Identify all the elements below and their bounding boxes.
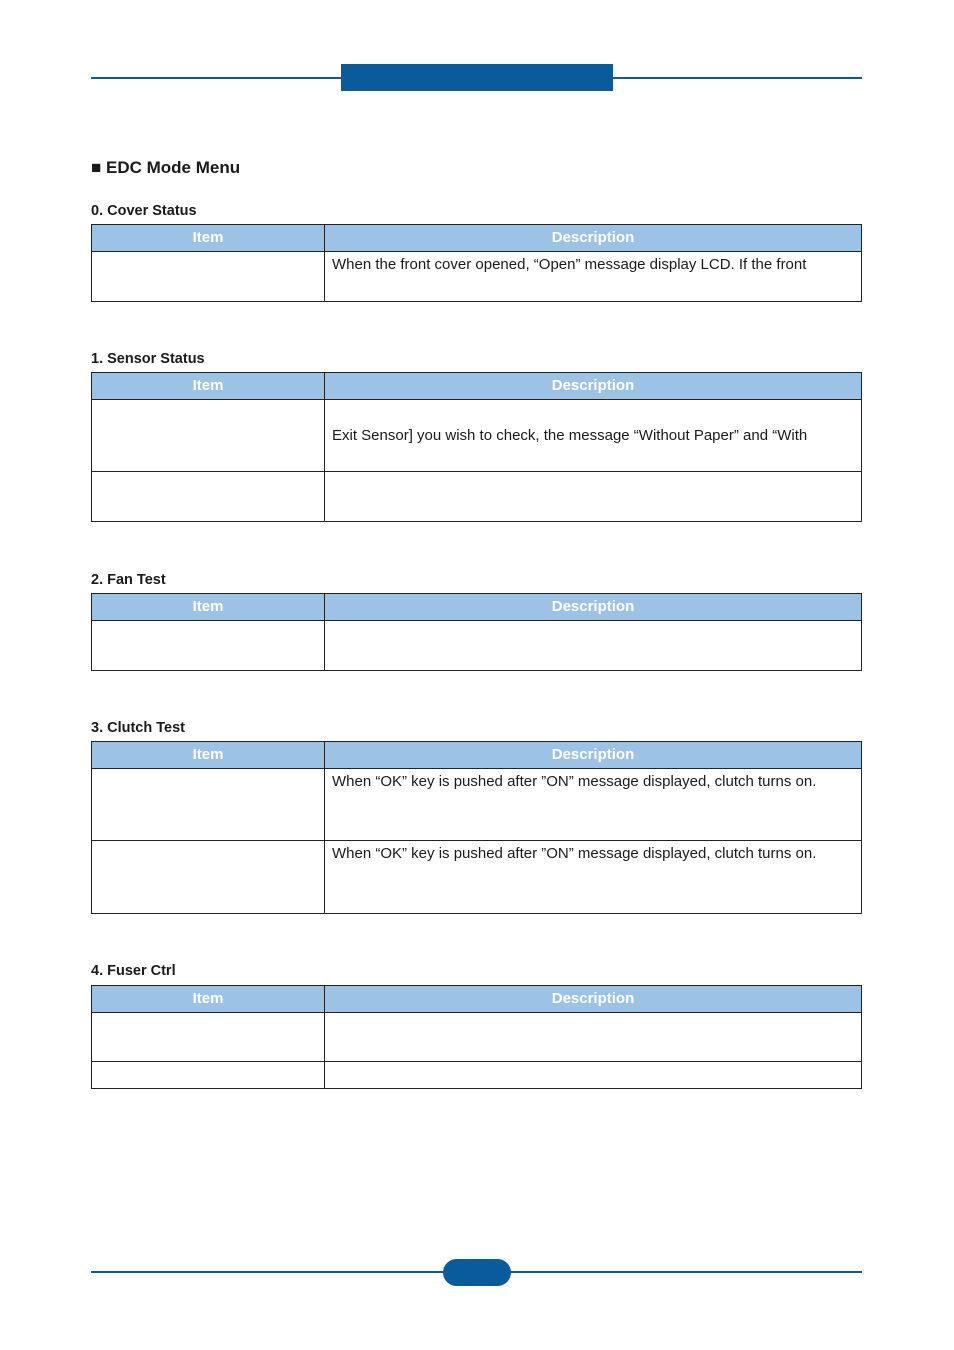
column-header-description: Description <box>325 594 862 621</box>
description-text <box>325 472 861 476</box>
item-cell <box>92 769 325 841</box>
column-header-description: Description <box>325 373 862 400</box>
description-text: Exit Sensor] you wish to check, the message “Without Paper” and “With <box>332 426 808 444</box>
description-text: When “OK” key is pushed after ”ON” message displayed, clutch turns on. <box>332 773 817 790</box>
section-title-fuser-ctrl: 4. Fuser Ctrl <box>91 963 176 979</box>
description-text <box>325 621 861 625</box>
item-text <box>92 769 324 773</box>
cover-status-table <box>91 224 862 302</box>
header-title-bar <box>341 64 613 91</box>
table-header-row <box>92 373 862 400</box>
column-header-description: Description <box>325 742 862 769</box>
description-cell <box>325 841 862 914</box>
table-row <box>92 400 862 472</box>
column-header-description: Description <box>325 986 862 1013</box>
description-text <box>325 1062 861 1066</box>
description-cell <box>325 400 862 472</box>
table-header-row <box>92 225 862 252</box>
table-row <box>92 252 862 302</box>
title-text: EDC Mode Menu <box>106 158 241 177</box>
page-title <box>91 158 240 178</box>
footer-rule-left <box>91 1271 443 1273</box>
section-title-clutch-test: 3. Clutch Test <box>91 720 185 736</box>
column-header-item: Item <box>92 986 325 1013</box>
item-cell <box>92 252 325 302</box>
description-text: When “OK” key is pushed after ”ON” message displayed, clutch turns on. <box>332 845 817 862</box>
column-header-item: Item <box>92 742 325 769</box>
title-bullet: ■ <box>91 158 106 177</box>
table-header-row <box>92 986 862 1013</box>
description-cell <box>325 621 862 671</box>
description-cell <box>325 472 862 522</box>
table-row <box>92 769 862 841</box>
description-cell <box>325 769 862 841</box>
section-title-fan-test: 2. Fan Test <box>91 572 166 588</box>
table-row <box>92 1013 862 1062</box>
description-cell <box>325 1062 862 1089</box>
footer-rule-right <box>511 1271 862 1273</box>
table-row <box>92 841 862 914</box>
description-cell <box>325 1013 862 1062</box>
sensor-status-table <box>91 372 862 522</box>
item-cell <box>92 841 325 914</box>
item-cell <box>92 1062 325 1089</box>
section-title-cover-status: 0. Cover Status <box>91 203 197 219</box>
item-text <box>92 1062 324 1066</box>
column-header-item: Item <box>92 594 325 621</box>
header-rule-left <box>91 77 341 79</box>
item-text <box>92 841 324 845</box>
fan-test-table <box>91 593 862 671</box>
item-text <box>92 252 324 256</box>
item-text <box>92 472 324 476</box>
column-header-item: Item <box>92 225 325 252</box>
section-title-sensor-status: 1. Sensor Status <box>91 351 205 367</box>
table-row <box>92 1062 862 1089</box>
item-cell <box>92 400 325 472</box>
table-header-row <box>92 594 862 621</box>
item-text <box>92 1013 324 1017</box>
column-header-description: Description <box>325 225 862 252</box>
footer-page-number-pill <box>443 1259 511 1286</box>
description-text <box>325 1013 861 1017</box>
item-cell <box>92 621 325 671</box>
header-rule-right <box>613 77 862 79</box>
table-row <box>92 621 862 671</box>
table-header-row <box>92 742 862 769</box>
table-row <box>92 472 862 522</box>
item-text <box>92 400 324 404</box>
description-cell <box>325 252 862 302</box>
clutch-test-table <box>91 741 862 914</box>
description-text: When the front cover opened, “Open” message display LCD. If the front <box>332 256 807 273</box>
item-text <box>92 621 324 625</box>
column-header-item: Item <box>92 373 325 400</box>
item-cell <box>92 472 325 522</box>
item-cell <box>92 1013 325 1062</box>
fuser-ctrl-table <box>91 985 862 1089</box>
